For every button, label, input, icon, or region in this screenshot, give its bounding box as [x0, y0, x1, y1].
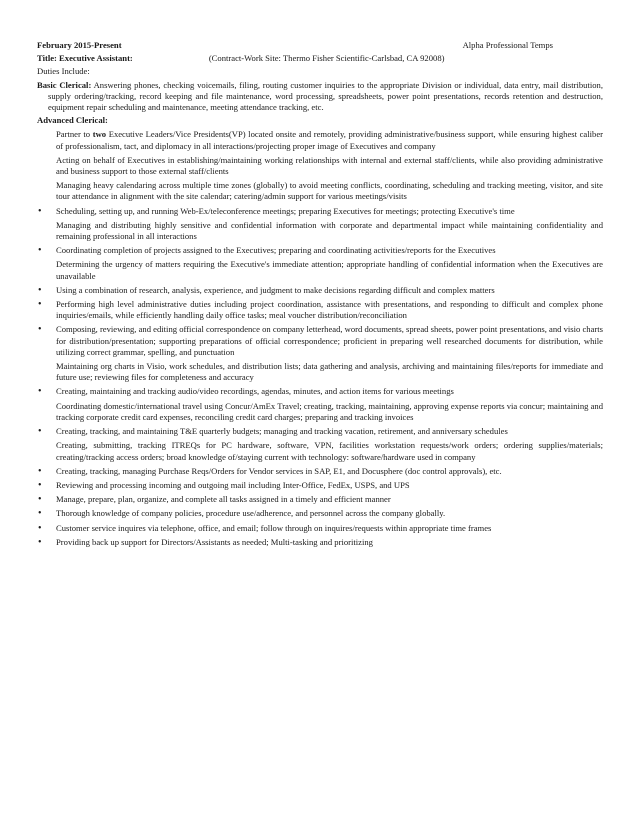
- list-item: [37, 401, 603, 423]
- item-text: Creating, tracking, managing Purchase Reqs/Orders for Vendor services in SAP, E1, and Docusphere (doc control approvals), etc.: [56, 465, 502, 476]
- item-text: Maintaining org charts in Visio, work schedules, and distribution lists; data gathering and analysis, archiving and maintaining files/reports for immediate and future use; reviewing files for completeness and accuracy: [56, 361, 603, 383]
- bullet-item: [37, 206, 603, 217]
- list-item: [37, 259, 603, 281]
- item-text: Using a combination of research, analysis, experience, and judgment to make decisions regarding difficult and complex matters: [56, 284, 495, 295]
- bullet-item: [37, 285, 603, 296]
- bullet-item: [37, 245, 603, 256]
- bullet-item: [37, 386, 603, 397]
- list-item: [37, 220, 603, 242]
- job-header: [37, 40, 603, 51]
- basic-clerical-label: Basic Clerical:: [37, 79, 92, 90]
- bullet-item: [37, 537, 603, 548]
- item-text: Manage, prepare, plan, organize, and complete all tasks assigned in a timely and efficient manner: [56, 494, 391, 505]
- bullet-item: [37, 466, 603, 477]
- resume-page: [37, 40, 603, 548]
- item-text: Creating, maintaining and tracking audio/video recordings, agendas, minutes, and action items for various meetings: [56, 386, 454, 397]
- list-item: [37, 180, 603, 202]
- job-dates: February 2015-Present: [37, 40, 122, 50]
- work-site: (Contract-Work Site: Thermo Fisher Scientific-Carlsbad, CA 92008): [208, 53, 445, 64]
- item-text: Managing and distributing highly sensitive and confidential information with corporate and departmental impact while maintaining confidentiality and remaining professional in all interactions: [56, 219, 603, 242]
- list-item: [37, 129, 603, 151]
- item-text: Creating, submitting, tracking ITREQs for PC hardware, software, VPN, facilities workstation requests/work orders; ordering supplies/materials; creating/tracking access orders; broad knowledge of/staying current with technology: software/hardware used in company: [56, 440, 603, 462]
- bullet-item: [37, 494, 603, 505]
- bullet-item: [37, 324, 603, 358]
- company-name: Alpha Professional Temps: [462, 40, 553, 50]
- item-text: Acting on behalf of Executives in establishing/maintaining working relationships with internal and external staff/clients, while also providing administrative and business support to those external staff/clients: [56, 154, 603, 177]
- item-text: Performing high level administrative duties including project coordination, assistance with presentations, and responding to difficult and complex phone inquiries/emails, while efficiently handling daily office tasks; meal voucher distribution/reconciliation: [56, 299, 603, 321]
- item-text: Scheduling, setting up, and running Web-Ex/teleconference meetings; preparing Executives for meetings; protecting Executive's time: [56, 205, 515, 216]
- item-text: Determining the urgency of matters requiring the Executive's immediate attention; appropriate handling of confidential information when the Executives are unavailable: [56, 259, 603, 281]
- item-text: Reviewing and processing incoming and outgoing mail including Inter-Office, FedEx, USPS, and UPS: [56, 479, 410, 490]
- bullet-item: [37, 299, 603, 321]
- duties-list: [37, 129, 603, 548]
- job-title: Title: Executive Assistant:: [37, 53, 133, 64]
- item-text: Composing, reviewing, and editing official correspondence on company letterhead, word documents, spread sheets, power point presentations, and visio charts for distribution/presentation; supporting preparations of official correspondence; proficient in preparing well researched documents for distribution, while utilizing correct grammar, spelling, and punctuation: [56, 324, 603, 357]
- item-text: Providing back up support for Directors/Assistants as needed; Multi-tasking and prioritizing: [56, 536, 373, 547]
- bullet-item: [37, 480, 603, 491]
- item-text: Coordinating domestic/international travel using Concur/AmEx Travel; creating, tracking, maintaining, approving expense reports via concur; maintaining and tracking corporate credit card expenses, reconciling credit card charges; preparing and tracking invoices: [56, 400, 603, 422]
- item-text: Creating, tracking, and maintaining T&E quarterly budgets; managing and tracking vacation, retirement, and anniversary schedules: [56, 426, 508, 437]
- basic-clerical-text: Answering phones, checking voicemails, filing, routing customer inquiries to the appropriate Division or individual, data entry, mail distribution, supply ordering/tracking, record keeping and file maintenance, word processing, spreadsheets, power point presentations, records retention and destruction, equipment repair scheduling and maintenance, meeting attendance tracking, etc.: [48, 79, 603, 113]
- bullet-item: [37, 523, 603, 534]
- list-item: [37, 440, 603, 462]
- item-text-pre: Partner to: [56, 129, 93, 140]
- list-item: [37, 155, 603, 177]
- job-title-row: [37, 53, 603, 64]
- item-text-bold: two: [92, 129, 107, 140]
- item-text: Customer service inquires via telephone, office, and email; follow through on inquires/requests within appropriate time frames: [56, 522, 492, 533]
- bullet-item: [37, 508, 603, 519]
- advanced-clerical-label: Advanced Clerical:: [37, 115, 108, 126]
- item-text: Thorough knowledge of company policies, procedure use/adherence, and personnel across the company globally.: [56, 508, 446, 519]
- item-text: Managing heavy calendaring across multiple time zones (globally) to avoid meeting conflicts, coordinating, scheduling and tracking meeting, visitor, and site tour attendance in alignment with the site calendar; catering/admin support for various meetings/visits: [56, 180, 603, 202]
- item-text: Executive Leaders/Vice Presidents(VP) located onsite and remotely, providing administrative/business support, while ensuring highest caliber of professionalism, tact, and diplomacy in all interactions/projecting proper image of Executives and company: [56, 129, 603, 151]
- bullet-item: [37, 426, 603, 437]
- item-text: Coordinating completion of projects assigned to the Executives; preparing and coordinating activities/reports for the Executives: [56, 245, 496, 256]
- duties-label: Duties Include:: [37, 66, 90, 77]
- basic-clerical: [37, 80, 603, 114]
- list-item: [37, 361, 603, 383]
